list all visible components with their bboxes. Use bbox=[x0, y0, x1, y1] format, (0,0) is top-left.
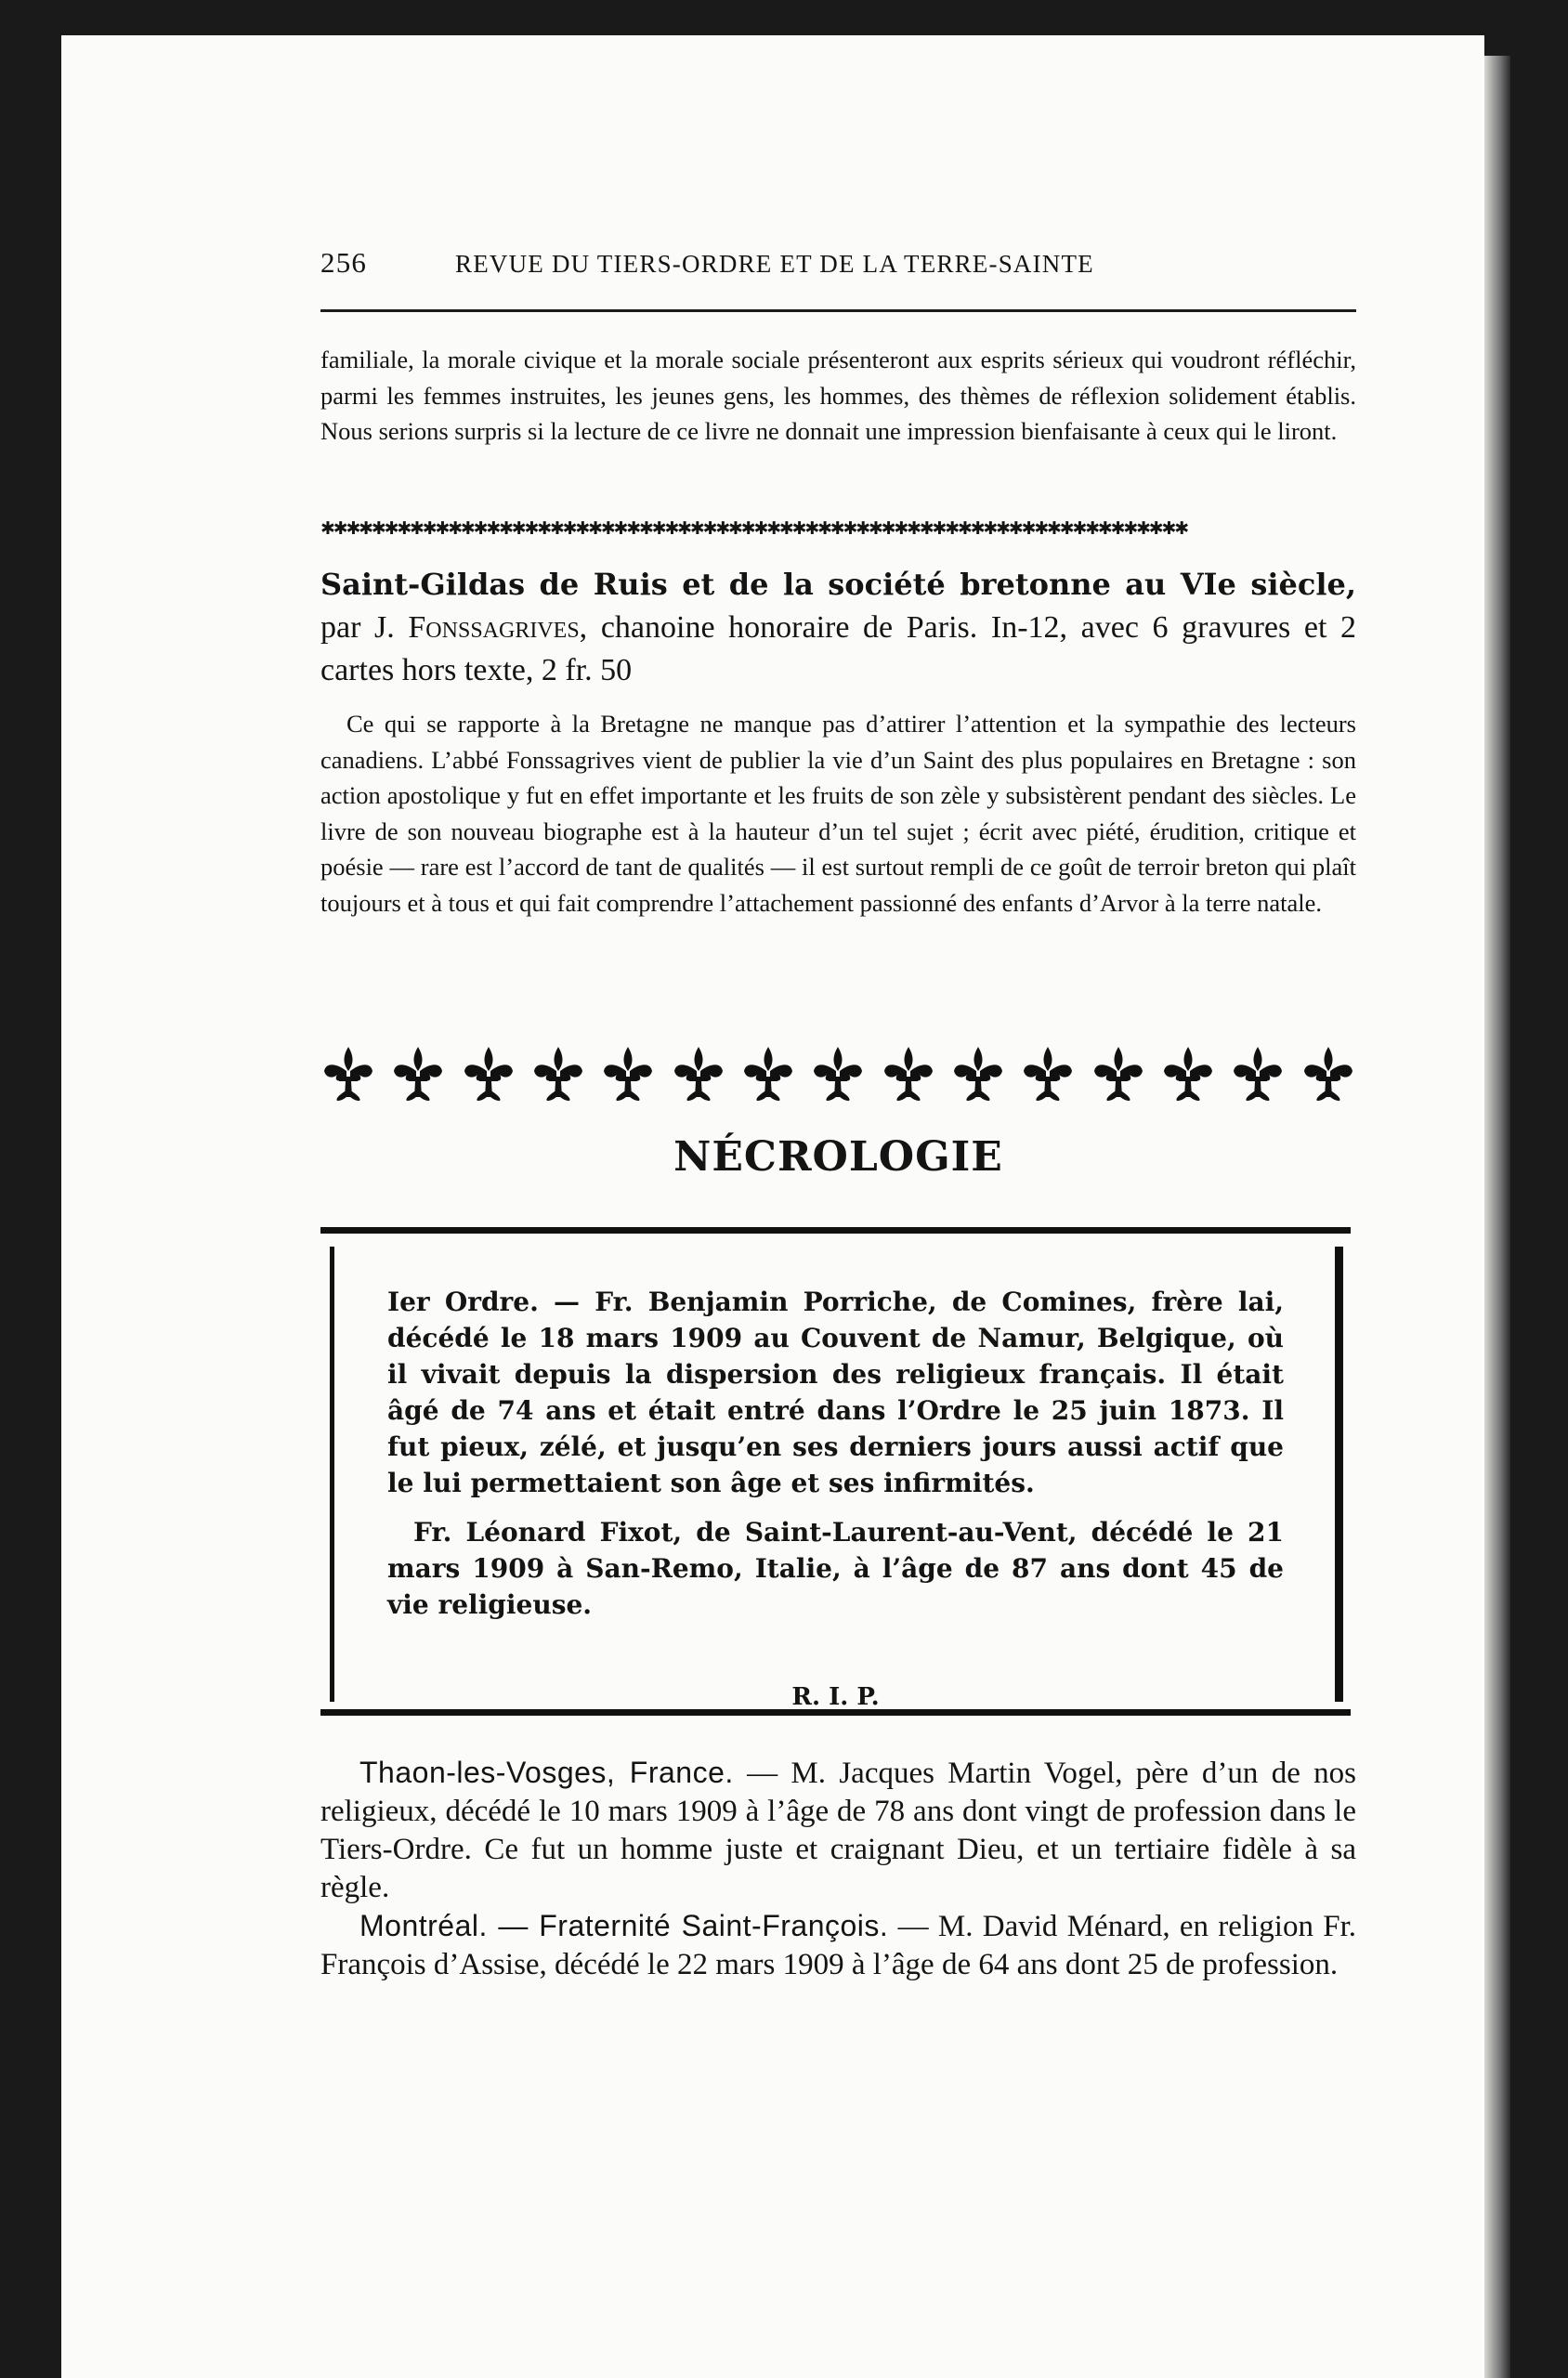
fleur-de-lis-icon bbox=[461, 1043, 516, 1103]
fleur-de-lis-icon bbox=[1091, 1043, 1146, 1103]
entry-text: — M. Jacques Martin Vogel, père d’un de nos religieux, décédé le 10 mars 1909 à l’âge de 78 ans dont vingt de profession dans le Tiers-Ordre. Ce fut un homme juste et craignant Dieu, et un tertiaire fidèle à sa règle. bbox=[320, 1757, 1357, 1904]
page-number: 256 bbox=[320, 246, 368, 279]
necrology-box-content bbox=[387, 1284, 1284, 1711]
running-title: REVUE DU TIERS-ORDRE ET DE LA TERRE-SAINTE bbox=[455, 250, 1094, 278]
fleur-de-lis-icon bbox=[1230, 1043, 1286, 1103]
rip-text: R. I. P. bbox=[791, 1683, 880, 1711]
necrology-first-order: Ier Ordre. — Fr. Benjamin Porriche, de Comines, frère lai, décédé le 18 mars 1909 au Couvent de Namur, Belgique, où il vivait depuis la dispersion des religieux français. Il était âgé de 74 ans et était entré dans l’Ordre le 25 juin 1873. Il fut pieux, zélé, et jusqu’en ses derniers jours aussi actif que le lui permettaient son âge et ses infirmités. bbox=[387, 1287, 1284, 1498]
necrology-entries bbox=[320, 1754, 1356, 1984]
entry-place: Montréal. — Fraternité Saint-François. bbox=[359, 1909, 889, 1942]
box-right-border bbox=[1335, 1247, 1343, 1702]
book-details: chanoine honoraire de Paris. In-12, avec 6 gravures et 2 cartes hors texte, 2 fr. 50 bbox=[320, 610, 1357, 687]
running-head bbox=[320, 246, 1356, 283]
star-ornament-rule: ✱✱✱✱✱✱✱✱✱✱✱✱✱✱✱✱✱✱✱✱✱✱✱✱✱✱✱✱✱✱✱✱✱✱✱✱✱✱✱✱✱✱✱✱✱✱✱✱✱✱✱✱✱✱✱✱✱✱✱✱✱✱✱✱✱✱✱✱ bbox=[320, 518, 1187, 539]
necrology-fixot: Fr. Léonard Fixot, de Saint-Laurent-au-Vent, décédé le 21 mars 1909 à San-Remo, Italie, à l’âge de 87 ans dont 45 de vie religieuse. bbox=[387, 1517, 1284, 1620]
fleur-de-lis-icon bbox=[810, 1043, 866, 1103]
book-by: par bbox=[320, 610, 361, 645]
fleur-de-lis-icon bbox=[881, 1043, 936, 1103]
necrology-entry bbox=[320, 1754, 1356, 1907]
fleur-de-lis-icon bbox=[600, 1043, 656, 1103]
book-author: J. Fonssagrives, bbox=[374, 610, 588, 645]
fleur-de-lis-icon bbox=[530, 1043, 586, 1103]
page-edge-shadow bbox=[1484, 56, 1510, 2378]
fleur-de-lis-icon bbox=[1160, 1043, 1216, 1103]
necrology-box bbox=[320, 1227, 1351, 1716]
section-title: NÉCROLOGIE bbox=[673, 1133, 1003, 1181]
fleur-de-lis-icon bbox=[390, 1043, 446, 1103]
box-left-border bbox=[330, 1247, 334, 1702]
fleur-de-lis-ornament-row bbox=[320, 1040, 1356, 1105]
entry-text: — M. David Ménard, en religion Fr. François d’Assise, décédé le 22 mars 1909 à l’âge de 64 ans dont 25 de profession. bbox=[320, 1910, 1356, 1981]
book-title: Saint-Gildas de Ruis et de la société bretonne au VIe siècle, bbox=[320, 567, 1356, 602]
fleur-de-lis-icon bbox=[950, 1043, 1006, 1103]
fleur-de-lis-icon bbox=[1300, 1043, 1356, 1103]
fleur-de-lis-icon bbox=[671, 1043, 726, 1103]
intro-paragraph: familiale, la morale civique et la morale sociale présenteront aux esprits sérieux qui voudront réfléchir, parmi les femmes instruites, les jeunes gens, les hommes, des thèmes de réflexion solidement établis. Nous serions surpris si la lecture de ce livre ne donnait une impression bienfaisante à ceux qui le liront. bbox=[320, 346, 1356, 445]
fleur-de-lis-icon bbox=[1020, 1043, 1076, 1103]
book-review-text: Ce qui se rapporte à la Bretagne ne manque pas d’attirer l’attention et la sympathie des lecteurs canadiens. L’abbé Fonssagrives vient de publier la vie d’un Saint des plus populaires en Bretagne : son action apostolique y fut en effet importante et les fruits de son zèle y subsistèrent pendant des siècles. Le livre de son nouveau biographe est à la hauteur d’un tel sujet ; écrit avec piété, érudition, critique et poésie — rare est l’accord de tant de qualités — il est surtout rempli de ce goût de terroir breton qui plaît toujours et à tous et qui fait comprendre l’attachement passionné des enfants d’Arvor à la terre natale. bbox=[320, 710, 1356, 917]
header-rule bbox=[320, 309, 1356, 312]
necrology-entry bbox=[320, 1907, 1356, 1984]
fleur-de-lis-icon bbox=[320, 1043, 376, 1103]
book-review-heading bbox=[320, 563, 1356, 692]
entry-place: Thaon-les-Vosges, France. bbox=[359, 1756, 734, 1789]
fleur-de-lis-icon bbox=[740, 1043, 796, 1103]
